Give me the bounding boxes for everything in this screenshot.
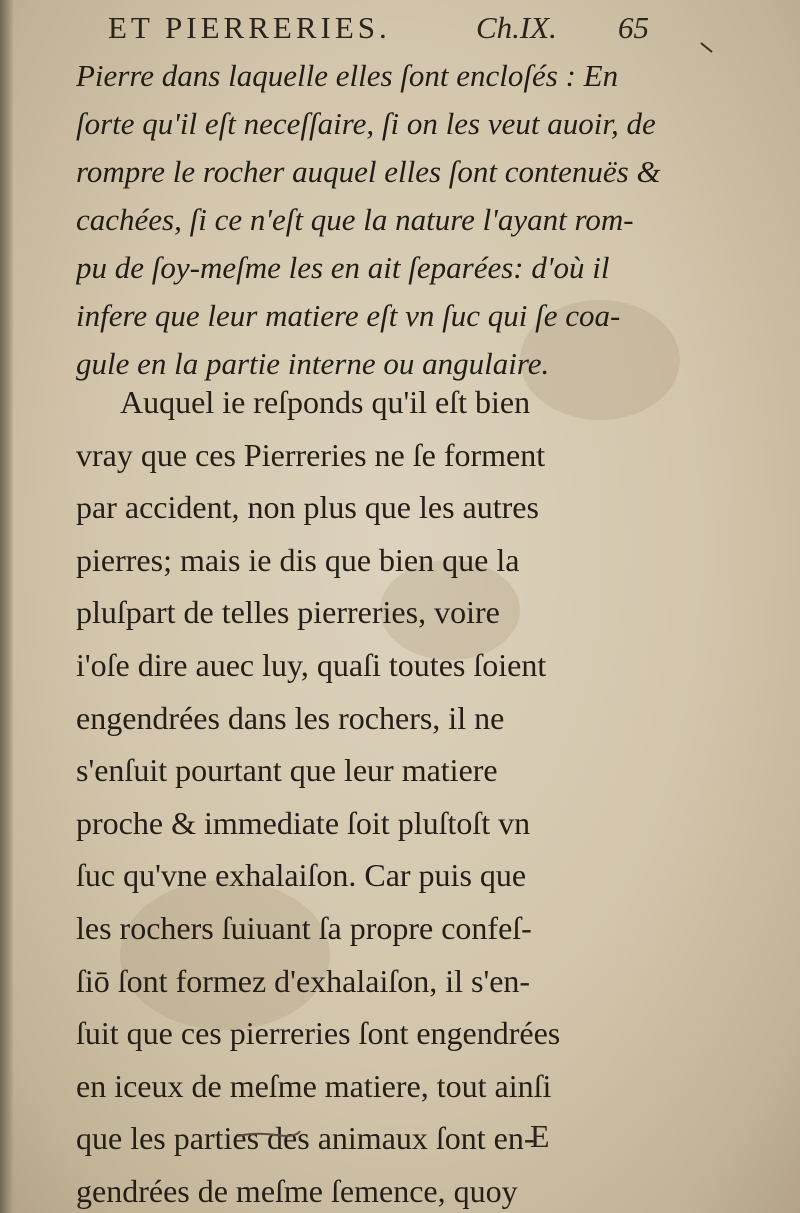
text-line: pluſpart de telles pierreries, voire [76,594,500,631]
text-line: par accident, non plus que les autres [76,489,539,526]
text-line: cachées, ſi ce n'eſt que la nature l'ayant rom- [76,202,634,237]
text-line: pierres; mais ie dis que bien que la [76,541,520,578]
ink-mark-icon [700,42,714,54]
running-title: ET PIERRERIES. [108,10,391,45]
italic-paragraph [76,52,676,388]
text-line: vray que ces Pierreries ne ſe forment [76,436,546,473]
text-line: i'oſe dire auec luy, quaſi toutes ſoient [76,646,547,683]
text-line: infere que leur matiere eſt vn ſuc qui ſe coa- [76,298,621,333]
text-line: gendrées de meſme ſemence, quoy [76,1172,518,1209]
text-line: ſorte qu'il eſt neceſſaire, ſi on les veut auoir, de [76,106,656,141]
chapter-label: Ch.IX. [476,10,557,45]
text-line: engendrées dans les rochers, il ne [76,699,505,736]
text-line: Pierre dans laquelle elles ſont encloſés : En [76,58,619,93]
running-header [100,10,680,52]
text-line: s'enſuit pourtant que leur matiere [76,752,498,789]
text-line: que les parties des animaux ſont en- [76,1120,535,1157]
signature-mark: E [530,1118,550,1154]
text-line: ſiō ſont formez d'exhalaiſon, il s'en- [76,962,531,999]
text-line: proche & immediate ſoit pluſtoſt vn [76,804,531,841]
text-line: rompre le rocher auquel elles ſont contenuës & [76,154,661,189]
page-edge-shadow [0,0,14,1213]
text-line: en iceux de meſme matiere, tout ainſi [76,1067,552,1104]
text-line: ſuit que ces pierreries ſont engendrées [76,1015,561,1052]
ink-smudge-icon [236,1128,302,1140]
text-line: gule en la partie interne ou angulaire. [76,346,550,381]
roman-paragraph [76,376,676,1213]
text-line: pu de ſoy-meſme les en ait ſeparées: d'où il [76,250,610,285]
text-line: Auquel ie reſponds qu'il eſt bien [120,384,531,420]
text-line: les rochers ſuiuant ſa propre confeſ- [76,909,532,946]
text-line: ſuc qu'vne exhalaiſon. Car puis que [76,857,527,894]
page-number: 65 [618,10,649,45]
